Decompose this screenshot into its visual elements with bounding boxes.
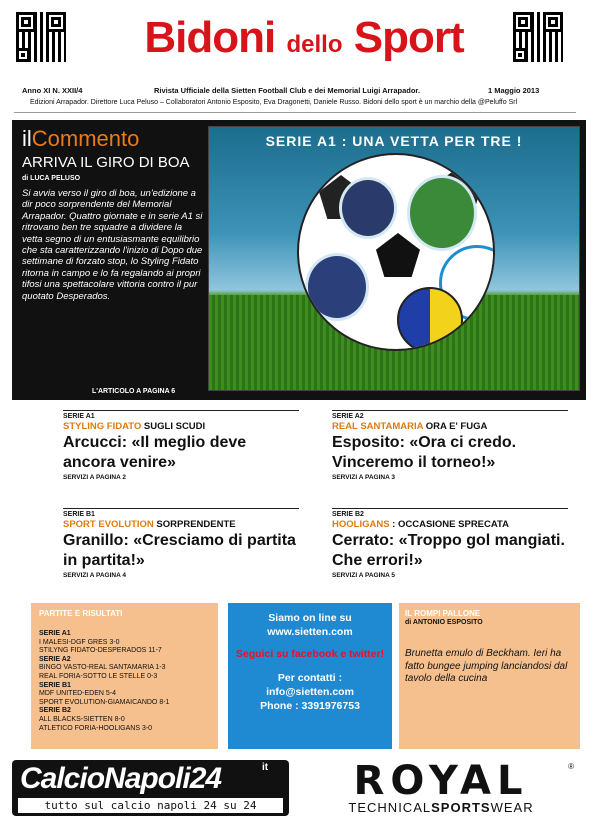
story-section: SERIE B1 bbox=[63, 511, 95, 518]
player-photo bbox=[407, 175, 477, 251]
results-match: ALL BLACKS-SIETTEN 8-0 bbox=[39, 715, 125, 723]
story-rule bbox=[63, 508, 299, 509]
story-section: SERIE B2 bbox=[332, 511, 364, 518]
story-lead: HOOLIGANS : OCCASIONE SPRECATA bbox=[332, 519, 509, 530]
calcionapoli-tagline: tutto sul calcio napoli 24 su 24 bbox=[18, 798, 283, 813]
story-rule bbox=[332, 410, 568, 411]
issue-date: 1 Maggio 2013 bbox=[488, 86, 540, 95]
story-section: SERIE A2 bbox=[332, 413, 364, 420]
story-headline[interactable]: Esposito: «Ora ci credo. Vinceremo il torneo!» bbox=[332, 434, 517, 471]
qr-code-left bbox=[16, 12, 66, 62]
story-serie-b2 bbox=[332, 508, 572, 579]
player-photo bbox=[339, 177, 397, 239]
photo-title: SERIE A1 : UNA VETTA PER TRE ! bbox=[265, 133, 523, 149]
comment-column bbox=[22, 126, 204, 302]
ball-pentagon bbox=[376, 233, 420, 277]
email-link[interactable]: info@sietten.com bbox=[266, 686, 354, 698]
calcionapoli-logo: CalcioNapoli24 bbox=[20, 762, 222, 795]
story-serie-b1 bbox=[63, 508, 303, 579]
results-match: I MALESI-DGF GRES 3-0 bbox=[39, 638, 120, 646]
results-match: REAL FORIA-SOTTO LE STELLE 0-3 bbox=[39, 672, 158, 680]
website-link[interactable]: www.sietten.com bbox=[267, 626, 353, 638]
online-label: Siamo on line su www.sietten.com bbox=[267, 612, 353, 638]
story-page-ref: SERVIZI A PAGINA 2 bbox=[63, 474, 126, 481]
results-list bbox=[31, 618, 218, 733]
results-header: PARTITE E RISULTATI bbox=[39, 609, 123, 618]
results-series-label: SERIE A1 bbox=[39, 630, 71, 637]
story-rule bbox=[332, 508, 568, 509]
results-series-label: SERIE B2 bbox=[39, 707, 71, 715]
results-match: STILYNG FIDATO-DESPERADOS 11-7 bbox=[39, 647, 162, 655]
story-serie-a1 bbox=[63, 410, 303, 481]
royal-tagline: TECHNICALSPORTSWEAR bbox=[348, 800, 534, 815]
rompi-header: IL ROMPI PALLONE bbox=[405, 609, 481, 618]
rompi-byline: di ANTONIO ESPOSITO bbox=[405, 619, 483, 626]
rompi-pallone-box bbox=[399, 603, 580, 749]
story-page-ref: SERVIZI A PAGINA 3 bbox=[332, 474, 395, 481]
story-headline[interactable]: Granillo: «Cresciamo di partita in partita!» bbox=[63, 532, 296, 569]
comment-byline: di LUCA PELUSO bbox=[22, 175, 81, 182]
royal-logo: ROYAL bbox=[353, 758, 529, 804]
soccer-ball-collage bbox=[297, 153, 495, 351]
contacts-box bbox=[228, 603, 392, 749]
royal-ad[interactable] bbox=[306, 758, 576, 815]
royal-registered-mark: ® bbox=[568, 762, 574, 771]
comment-body: Si avvia verso il giro di boa, un'edizione a dir poco sorprendente del Memorial Arrapador. Quattro giornate e in serie A1 si ritrovano ben tre squadre a dividere la vetta segno di un entusiasmante equilibrio che sta caratterizzando l'inizio di Dopo due settimane di forzato stop, lo Styling Fidato ritorna in campo e lo fa regalando ai propri tifosi una spettacolare vittoria contro il pur quotato Desperados. bbox=[22, 188, 203, 302]
contact-info: Per contatti : info@sietten.com Phone : 3391976753 bbox=[260, 672, 360, 712]
story-lead: SPORT EVOLUTION SORPRENDENTE bbox=[63, 519, 236, 530]
results-box bbox=[31, 603, 218, 749]
results-series-label: SERIE B1 bbox=[39, 681, 71, 689]
story-headline[interactable]: Arcucci: «Il meglio deve ancora venire» bbox=[63, 434, 247, 471]
credits-line: Edizioni Arrapador. Direttore Luca Peluso – Collaboratori Antonio Esposito, Eva Dragonetti, Daniele Russo. Bidoni dello sport è un marchio della @Peluffo Srl bbox=[30, 99, 518, 106]
results-match: ATLETICO FORIA-HOOLIGANS 3-0 bbox=[39, 724, 153, 732]
results-match: BINGO VASTO-REAL SANTAMARIA 1-3 bbox=[39, 664, 166, 672]
calcionapoli-tld: it bbox=[262, 762, 269, 773]
results-series-label: SERIE A2 bbox=[39, 655, 71, 663]
player-photo bbox=[305, 253, 369, 321]
story-lead: REAL SANTAMARIA ORA E' FUGA bbox=[332, 421, 488, 432]
comment-article-link[interactable]: L'ARTICOLO A PAGINA 6 bbox=[92, 388, 176, 395]
social-cta[interactable]: Seguici su facebook e twitter! bbox=[235, 648, 385, 660]
qr-code-right bbox=[513, 12, 563, 62]
calcionapoli24-ad[interactable] bbox=[12, 760, 289, 816]
story-section: SERIE A1 bbox=[63, 413, 95, 420]
rompi-text: Brunetta emulo di Beckham. Ieri ha fatto bungee jumping lanciandosi dal tavolo della cucina bbox=[405, 648, 568, 684]
header-divider bbox=[14, 112, 576, 113]
feature-photo bbox=[208, 126, 580, 391]
official-tagline: Rivista Ufficiale della Sietten Football Club e dei Memorial Luigi Arrapador. bbox=[154, 86, 421, 95]
story-page-ref: SERVIZI A PAGINA 4 bbox=[63, 572, 126, 579]
story-headline[interactable]: Cerrato: «Troppo gol mangiati. Che errori!» bbox=[332, 532, 565, 569]
story-lead: STYLING FIDATO SUGLI SCUDI bbox=[63, 421, 206, 432]
results-match: MDF UNITED-EDEN 5-4 bbox=[39, 690, 117, 698]
story-page-ref: SERVIZI A PAGINA 5 bbox=[332, 572, 395, 579]
comment-title: ARRIVA IL GIRO DI BOA bbox=[22, 154, 190, 171]
story-rule bbox=[63, 410, 299, 411]
trash-bin-logo bbox=[397, 287, 463, 351]
results-match: SPORT EVOLUTION-GIAMAICANDO 8-1 bbox=[39, 698, 170, 706]
story-serie-a2 bbox=[332, 410, 572, 481]
comment-heading: ilCommento bbox=[22, 126, 140, 151]
issue-number: Anno XI N. XXII/4 bbox=[22, 86, 83, 95]
masthead-title: Bidoni dello Sport bbox=[144, 13, 464, 62]
phone-number: Phone : 3391976753 bbox=[260, 700, 360, 712]
